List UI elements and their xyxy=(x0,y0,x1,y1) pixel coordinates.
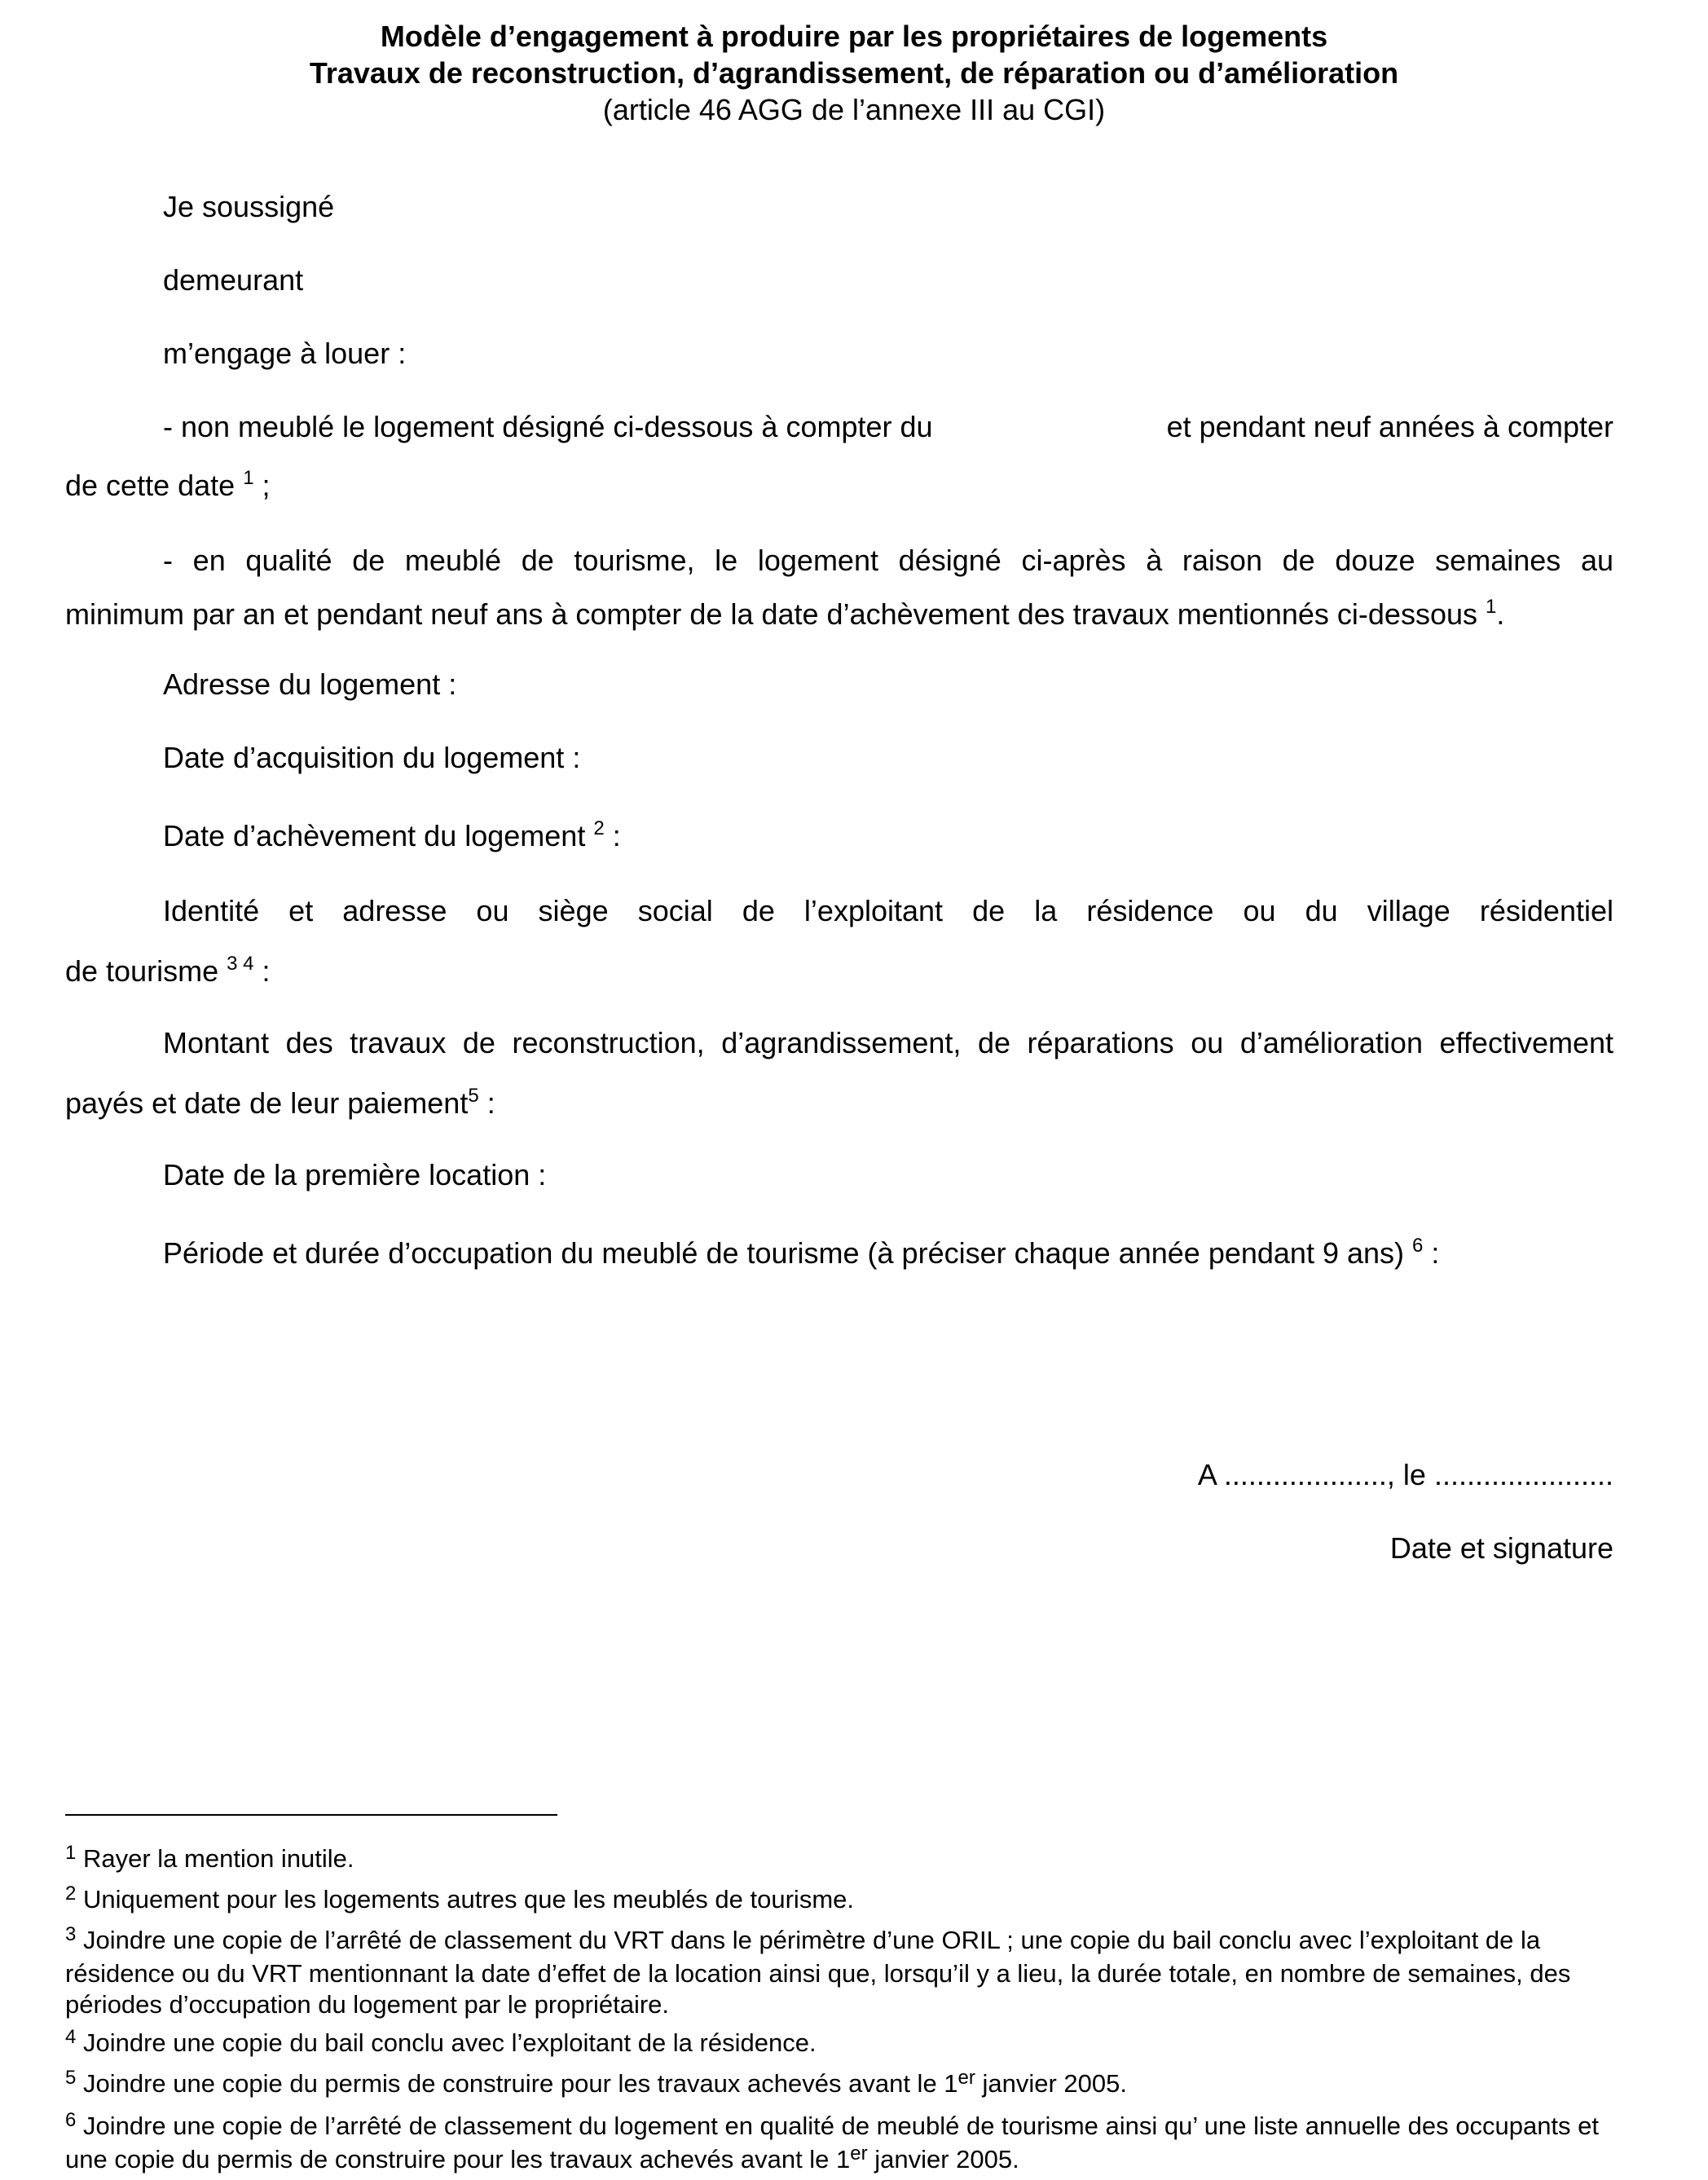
footnote-number: 6 xyxy=(65,2109,77,2131)
option1-part3: de cette date xyxy=(65,469,236,502)
identite-line1: Identité et adresse ou siège social de l’exploitant de la résidence ou du village résidentiel xyxy=(163,894,1613,927)
footnote-1 xyxy=(65,1843,1622,1877)
option-non-meuble-line2 xyxy=(65,468,271,508)
footnote-ref: 2 xyxy=(593,817,605,839)
date-achevement-text: Date d’achèvement du logement xyxy=(163,819,586,852)
premiere-location-label: Date de la première location : xyxy=(163,1158,547,1191)
footnote-text: Uniquement pour les logements autres que les meublés de tourisme. xyxy=(82,1885,854,1914)
footnote-2 xyxy=(65,1884,1622,1918)
option2-end: . xyxy=(1496,597,1505,631)
montant-line2 xyxy=(65,1086,495,1125)
footnote-6 xyxy=(65,2111,1622,2178)
legal-reference: (article 46 AGG de l’annexe III au CGI) xyxy=(602,93,1106,126)
footnote-number: 1 xyxy=(65,1842,77,1864)
lieu-date-line: A ...................., le ...................... xyxy=(1197,1458,1613,1491)
footnote-number: 5 xyxy=(65,2067,77,2089)
footnote-number: 3 xyxy=(65,1923,77,1945)
identite-line2 xyxy=(65,953,271,993)
footnote-ref: 6 xyxy=(1412,1235,1424,1257)
identite-text: de tourisme xyxy=(65,954,219,988)
document-header xyxy=(0,18,1708,128)
footnote-text: Joindre une copie du permis de construire pour les travaux achevés avant le 1 xyxy=(82,2069,958,2098)
signature-label: Date et signature xyxy=(1389,1531,1613,1565)
engage-label: m’engage à louer : xyxy=(163,337,407,370)
footnote-ref: 3 4 xyxy=(227,953,254,975)
footnote-text-end: janvier 2005. xyxy=(975,2069,1128,2098)
footnote-number: 2 xyxy=(65,1883,77,1905)
date-acquisition-label: Date d’acquisition du logement : xyxy=(163,741,581,774)
footnote-text-end: janvier 2005. xyxy=(867,2145,1019,2173)
footnote-4 xyxy=(65,2028,1622,2061)
option-non-meuble-line1 xyxy=(163,409,1613,445)
option1-part2: et pendant neuf années à compter xyxy=(1166,410,1613,443)
footnote-text: Joindre une copie du bail conclu avec l’exploitant de la résidence. xyxy=(82,2028,817,2057)
footnote-ref: 5 xyxy=(468,1085,479,1107)
option-meuble-line1: - en qualité de meublé de tourisme, le logement désigné ci-après à raison de douze semaines au xyxy=(163,544,1613,577)
document-subtitle: Travaux de reconstruction, d’agrandissement, de réparation ou d’amélioration xyxy=(309,56,1399,90)
footnote-ref: 1 xyxy=(243,467,254,489)
montant-text: payés et date de leur paiement xyxy=(65,1086,469,1120)
footnote-text: Joindre une copie de l’arrêté de classement du VRT dans le périmètre d’une ORIL ; une copie du bail conclu avec l’exploitant de la résidence ou du VRT mentionnant la date d’effet de la location ainsi que, lorsqu’il y a lieu, la durée totale, en nombre de semaines, des périodes d’occupation du logement par le propriétaire. xyxy=(65,1926,1571,2019)
date-achevement-label xyxy=(163,818,621,858)
adresse-label: Adresse du logement : xyxy=(163,667,457,701)
identite-end: : xyxy=(253,954,271,988)
periode-end: : xyxy=(1423,1236,1440,1270)
footnote-3 xyxy=(65,1925,1622,2020)
footnote-5 xyxy=(65,2068,1622,2102)
footnote-text: Joindre une copie de l’arrêté de classement du logement en qualité de meublé de tourisme ainsi qu’ une liste annuelle des occupants et une copie du permis de construire pour les travaux achevés avant le 1 xyxy=(65,2112,1600,2173)
periode-label xyxy=(163,1235,1439,1275)
montant-line1: Montant des travaux de reconstruction, d’agrandissement, de réparations ou d’amélioration effectivement xyxy=(163,1026,1613,1059)
option-meuble-line2 xyxy=(65,597,1504,636)
option1-end: ; xyxy=(253,469,271,502)
demeurant-label: demeurant xyxy=(163,263,304,297)
footnote-ordinal: er xyxy=(957,2067,975,2089)
footnote-ordinal: er xyxy=(850,2143,868,2165)
option1-part1: - non meublé le logement désigné ci-dessous à compter du xyxy=(163,410,933,443)
document-title: Modèle d’engagement à produire par les propriétaires de logements xyxy=(380,20,1328,53)
footnote-separator xyxy=(65,1814,557,1816)
montant-end: : xyxy=(478,1086,495,1120)
date-achevement-end: : xyxy=(604,819,621,852)
footnote-text: Rayer la mention inutile. xyxy=(82,1844,354,1873)
footnote-number: 4 xyxy=(65,2026,77,2048)
soussigne-label: Je soussigné xyxy=(163,190,335,223)
periode-text: Période et durée d’occupation du meublé de tourisme (à préciser chaque année pendant 9 ans) xyxy=(163,1236,1405,1270)
footnote-ref: 1 xyxy=(1486,596,1497,618)
option2-text: minimum par an et pendant neuf ans à compter de la date d’achèvement des travaux mentionnés ci-dessous xyxy=(65,597,1477,631)
